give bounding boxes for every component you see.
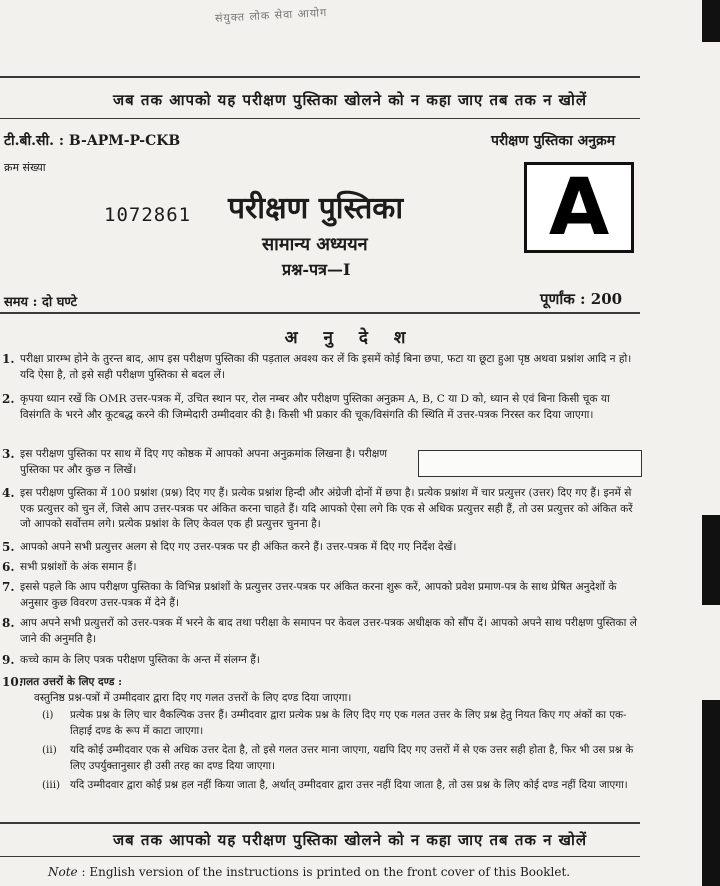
item-number: 10. — [2, 675, 23, 689]
serial-number: 1072861 — [104, 204, 192, 226]
instruction-item — [2, 560, 642, 576]
instruction-item — [2, 447, 400, 478]
item-text: कृपया ध्यान रखें कि OMR उत्तर-पत्रक में, उचित स्थान पर, रोल नम्बर और परीक्षण पुस्तिका अनुक्रम A, B, C या D को, ध्यान से एवं बिना किसी चूक या विसंगति के भरने और कूटबद्ध करने की जिम्मेदारी उम्मीदवार की है। किसी भी प्रकार की चूक/विसंगति की स्थिति में उत्तर-पत्रक निरस्त कर दिया जाएगा। — [20, 393, 610, 421]
item-number: 2. — [2, 392, 15, 406]
top-warning: जब तक आपको यह परीक्षण पुस्तिका खोलने को न कहा जाए तब तक न खोलें — [112, 91, 588, 109]
top-rule — [0, 76, 640, 78]
booklet-code: टी.बी.सी. : B-APM-P-CKB — [4, 133, 181, 149]
penalty-text: प्रत्येक प्रश्न के लिए चार वैकल्पिक उत्तर हैं। उम्मीदवार द्वारा प्रत्येक प्रश्न के लिए दिए गए एक गलत उत्तर के लिए प्रश्न हेतु नियत किए गए अंकों का एक-तिहाई दण्ड के रूप में काटा जाएगा। — [70, 709, 627, 737]
note-text: : English version of the instructions is printed on the front cover of this Booklet. — [81, 865, 571, 879]
instruction-item — [2, 352, 642, 383]
item-number: 8. — [2, 616, 15, 630]
item-number: 1. — [2, 352, 15, 366]
penalty-text: यदि उम्मीदवार द्वारा कोई प्रश्न हल नहीं किया जाता है, अर्थात् उम्मीदवार द्वारा उत्तर नहीं दिया जाता है, तो उस प्रश्न के लिए कोई दण्ड नहीं दिया जाएगा। — [70, 779, 628, 791]
item-text: सभी प्रश्नांशों के अंक समान हैं। — [20, 561, 137, 573]
item-text: इस परीक्षण पुस्तिका में 100 प्रश्नांश (प्रश्न) दिए गए हैं। प्रत्येक प्रश्नांश हिन्दी और अंग्रेजी दोनों में छपा है। प्रत्येक प्रश्नांश में चार प्रत्युत्तर (उत्तर) दिए गए हैं। इनमें से एक प्रत्युत्तर को चुन लें, जिसे आप उत्तर-पत्रक पर अंकित करना चाहते हैं। यदि आपको ऐसा लगे कि एक से अधिक प्रत्युत्तर सही हैं, तो उस प्रत्युत्तर को अंकित करें जो आपको सर्वोत्तम लगे। प्रत्येक प्रश्नांश के लिए केवल एक ही प्रत्युत्तर चुनना है। — [20, 487, 633, 530]
max-marks: पूर्णांक : 200 — [540, 290, 623, 308]
instructions-heading: अ नु दे श — [284, 328, 416, 348]
footer-bottom-rule — [0, 856, 640, 857]
note-label: Note — [48, 865, 78, 879]
bottom-warning: जब तक आपको यह परीक्षण पुस्तिका खोलने को न कहा जाए तब तक न खोलें — [112, 831, 588, 849]
roll-number-box — [418, 450, 642, 477]
series-box: A — [524, 162, 634, 253]
penalty-item — [42, 743, 642, 774]
time-label: समय : दो घण्टे — [4, 295, 78, 310]
page-edge-top — [702, 0, 720, 42]
penalty-text: यदि कोई उम्मीदवार एक से अधिक उत्तर देता है, तो इसे गलत उत्तर माना जाएगा, यद्यपि दिए गए उत्तरों में से एक उत्तर सही होता है, फिर भी उस प्रश्न के लिए उपर्युक्तानुसार ही उसी तरह का दण्ड दिया जाएगा। — [70, 744, 634, 772]
penalty-number: (i) — [42, 709, 54, 721]
header-divider — [0, 312, 640, 314]
instruction-item — [2, 392, 642, 423]
instruction-item — [2, 540, 642, 556]
instruction-item — [2, 653, 642, 669]
page-edge-bottom — [702, 700, 720, 886]
penalty-intro: वस्तुनिष्ठ प्रश्न-पत्रों में उम्मीदवार द्वारा दिए गए गलत उत्तरों के लिए दण्ड दिया जाएगा। — [34, 692, 352, 704]
booklet-subtitle: सामान्य अध्ययन — [262, 234, 368, 255]
item-text: परीक्षा प्रारम्भ होने के तुरन्त बाद, आप इस परीक्षण पुस्तिका की पड़ताल अवश्य कर लें कि इसमें कोई बिना छपा, फटा या छूटा हुआ पृष्ठ अथवा प्रश्नांश आदि न हो। यदि ऐसा है, तो इसे सही परीक्षण पुस्तिका से बदल लें। — [20, 353, 632, 381]
item-text: कच्चे काम के लिए पत्रक परीक्षण पुस्तिका के अन्त में संलग्न हैं। — [20, 654, 260, 666]
item-number: 4. — [2, 486, 15, 500]
warning-underline — [0, 118, 640, 119]
instruction-item — [2, 580, 642, 611]
item-text: आपको अपने सभी प्रत्युत्तर अलग से दिए गए उत्तर-पत्रक पर ही अंकित करने हैं। उत्तर-पत्रक में दिए गए निर्देश देखें। — [20, 541, 457, 553]
booklet-title: परीक्षण पुस्तिका — [228, 191, 404, 226]
item-number: 9. — [2, 653, 15, 667]
serial-label: क्रम संख्या — [4, 161, 46, 174]
penalty-number: (iii) — [42, 779, 61, 791]
item-text: इस परीक्षण पुस्तिका पर साथ में दिए गए कोष्ठक में आपको अपना अनुक्रमांक लिखना है। परीक्षण पुस्तिका पर और कुछ न लिखें। — [20, 448, 388, 476]
penalty-item — [42, 708, 642, 739]
instruction-item — [2, 486, 642, 533]
item-number: 6. — [2, 560, 15, 574]
paper-label: प्रश्न-पत्र—I — [282, 260, 351, 279]
item-number: 7. — [2, 580, 15, 594]
item-number: 5. — [2, 540, 15, 554]
footer-top-rule — [0, 822, 640, 824]
header-stamp: संयुक्त लोक सेवा आयोग — [214, 6, 328, 25]
instruction-item — [2, 675, 642, 691]
item-number: 3. — [2, 447, 15, 461]
page-edge-middle — [702, 515, 720, 605]
item-text: आप अपने सभी प्रत्युत्तरों को उत्तर-पत्रक में भरने के बाद तथा परीक्षा के समापन पर केवल उत्तर-पत्रक अधीक्षक को सौंप दें। आपको अपने साथ परीक्षण पुस्तिका ले जाने की अनुमति है। — [20, 617, 637, 645]
sequence-label: परीक्षण पुस्तिका अनुक्रम — [491, 133, 616, 149]
english-note — [48, 865, 570, 879]
penalty-number: (ii) — [42, 744, 57, 756]
instruction-item — [2, 616, 642, 647]
item-text: गलत उत्तरों के लिए दण्ड : — [20, 676, 122, 688]
item-text: इससे पहले कि आप परीक्षण पुस्तिका के विभिन्न प्रश्नांशों के प्रत्युत्तर उत्तर-पत्रक पर अंकित करना शुरू करें, आपको प्रवेश प्रमाण-पत्र के साथ प्रेषित अनुदेशों के अनुसार कुछ विवरण उत्तर-पत्रक में देने हैं। — [20, 581, 617, 609]
penalty-item — [42, 778, 642, 794]
